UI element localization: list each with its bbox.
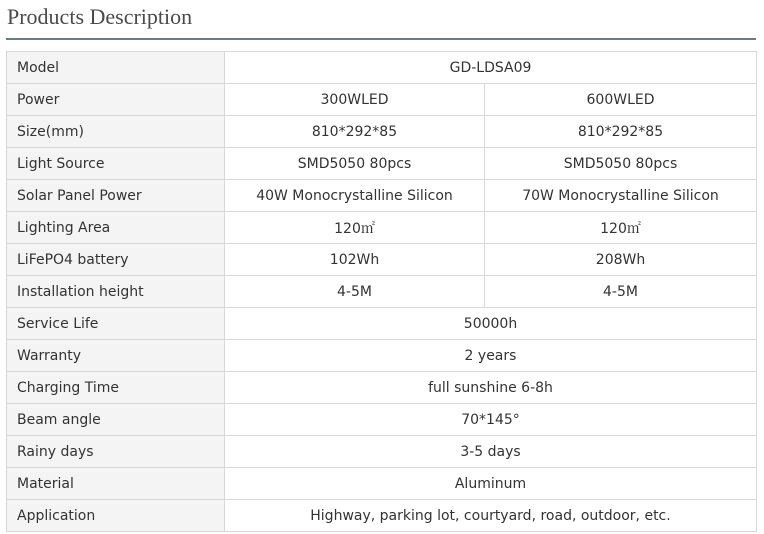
table-row [7,52,757,84]
row-value: 300WLED [225,84,485,116]
row-label: Application [7,500,225,532]
row-label: LiFePO4 battery [7,244,225,276]
table-row [7,276,757,308]
row-label: Installation height [7,276,225,308]
row-value: 70*145° [225,404,757,436]
table-row [7,372,757,404]
row-value: 120㎡ [485,212,757,244]
row-label: Power [7,84,225,116]
row-value: SMD5050 80pcs [485,148,757,180]
table-row [7,308,757,340]
table-row [7,180,757,212]
row-value: full sunshine 6-8h [225,372,757,404]
row-label: Service Life [7,308,225,340]
table-row [7,468,757,500]
table-row [7,212,757,244]
row-value: Highway, parking lot, courtyard, road, outdoor, etc. [225,500,757,532]
row-value: 40W Monocrystalline Silicon [225,180,485,212]
specification-table [6,51,757,532]
row-value: 3-5 days [225,436,757,468]
row-value: 4-5M [485,276,757,308]
table-row [7,148,757,180]
row-label: Charging Time [7,372,225,404]
row-value: 120㎡ [225,212,485,244]
row-value: 4-5M [225,276,485,308]
title-divider [6,38,756,40]
row-value: 208Wh [485,244,757,276]
table-row [7,404,757,436]
row-value: 50000h [225,308,757,340]
row-value: 810*292*85 [485,116,757,148]
row-label: Warranty [7,340,225,372]
row-label: Beam angle [7,404,225,436]
row-label: Model [7,52,225,84]
table-row [7,116,757,148]
row-label: Solar Panel Power [7,180,225,212]
table-row [7,436,757,468]
row-value: 2 years [225,340,757,372]
row-value: 102Wh [225,244,485,276]
table-row [7,84,757,116]
row-value: SMD5050 80pcs [225,148,485,180]
table-row [7,244,757,276]
row-label: Light Source [7,148,225,180]
row-label: Rainy days [7,436,225,468]
table-row [7,340,757,372]
row-value: GD-LDSA09 [225,52,757,84]
row-value: 70W Monocrystalline Silicon [485,180,757,212]
section-title: Products Description [7,4,193,29]
row-value: Aluminum [225,468,757,500]
row-label: Material [7,468,225,500]
row-label: Lighting Area [7,212,225,244]
row-label: Size(mm) [7,116,225,148]
specification-table-body [7,52,757,532]
row-value: 810*292*85 [225,116,485,148]
row-value: 600WLED [485,84,757,116]
table-row [7,500,757,532]
